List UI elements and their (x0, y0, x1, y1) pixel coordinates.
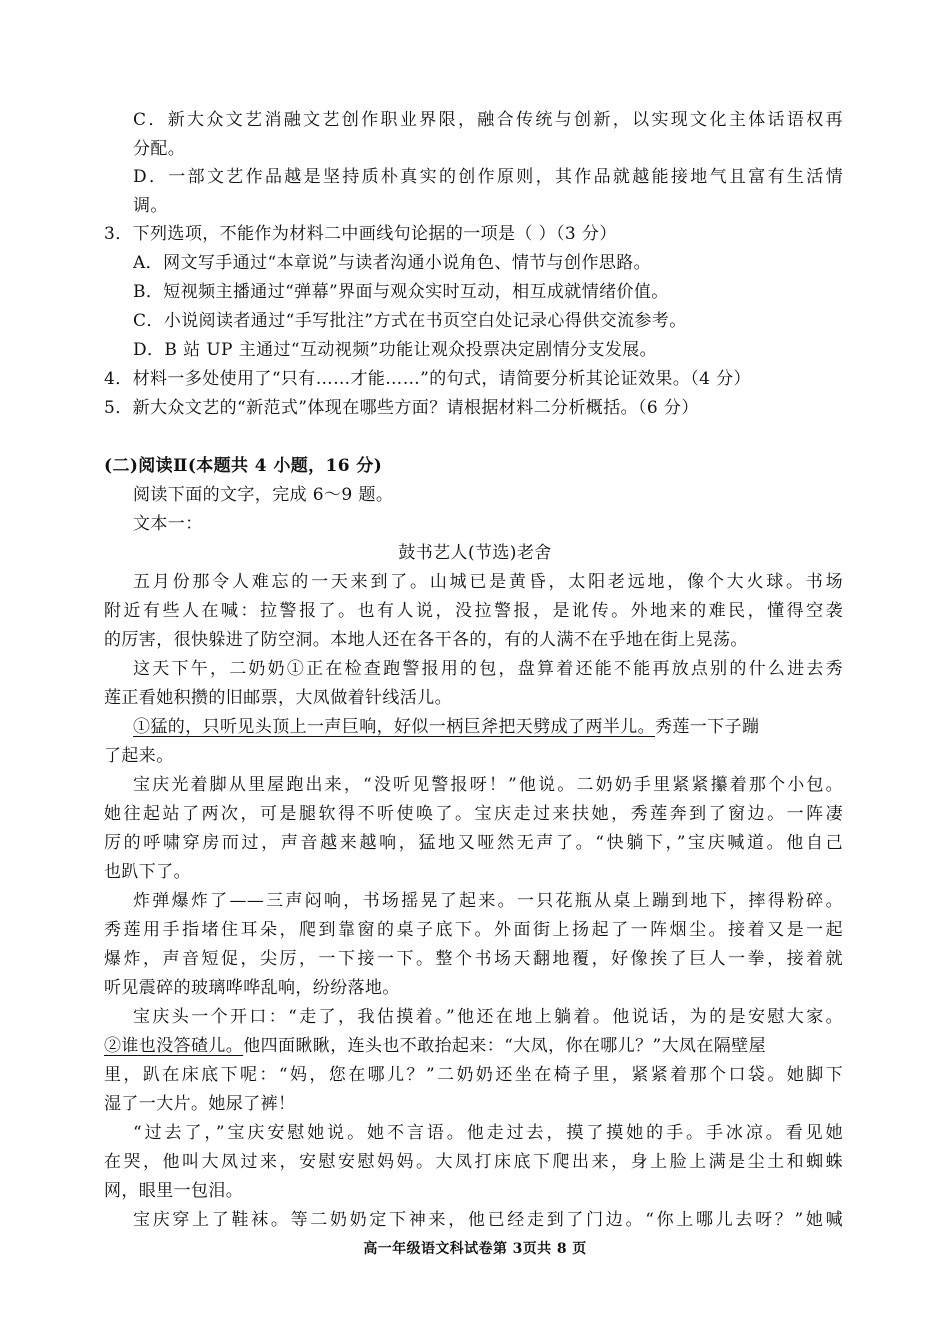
p5-line1: 炸弹爆炸了——三声闷响，书场摇晃了起来。一只花瓶从桌上蹦到地下，摔得粉碎。 (133, 891, 843, 911)
p4-line3: 厉的呼啸穿房而过，声音越来越响，猛地又哑然无声了。“快躺下，”宝庆喊道。他自己 (104, 833, 843, 853)
p4-line1: 宝庆光着脚从里屋跑出来，“没听见警报呀！”他说。二奶奶手里紧紧攥着那个小包。 (133, 775, 843, 795)
p1-line1: 五月份那令人难忘的一天来到了。山城已是黄昏，太阳老远地，像个大火球。书场 (133, 572, 843, 592)
p6-line1: 宝庆头一个开口：“走了，我估摸着。”他还在地上躺着。他说话，为的是安慰大家。 (133, 1007, 843, 1027)
p5-line2: 秀莲用手指堵住耳朵，爬到靠窗的桌子底下。外面街上扬起了一阵烟尘。接着又是一起 (104, 920, 843, 940)
option-2d-continued: 调。 (133, 196, 168, 216)
option-2d: D．一部文艺作品越是坚持质朴真实的创作原则，其作品就越能接地气且富有生活情 (133, 167, 843, 187)
p1-line3: 的厉害，很快躲进了防空洞。本地人还在各干各的，有的人满不在乎地在街上晃荡。 (104, 630, 748, 650)
story-title: 鼓书艺人(节选)老舍 (398, 543, 552, 563)
underlined-sentence-2: ②谁也没答碴儿。 (104, 1036, 244, 1056)
p6-line2 (104, 1033, 843, 1059)
p4-line4: 也趴下了。 (104, 862, 191, 882)
p6-line3: 里，趴在床底下呢：“妈，您在哪儿？”二奶奶还坐在椅子里，紧紧着那个口袋。她脚下 (104, 1065, 843, 1085)
p6-line4: 湿了一大片。她尿了裤！ (104, 1094, 296, 1114)
option-3b: B．短视频主播通过“弹幕”界面与观众实时互动，相互成就情绪价值。 (133, 282, 669, 302)
section-heading: (二)阅读Ⅱ(本题共 4 小题，16 分) (104, 456, 383, 476)
option-2c-continued: 分配。 (133, 139, 186, 159)
question-5: 5．新大众文艺的“新范式”体现在哪些方面？请根据材料二分析概括。（6 分） (104, 398, 699, 418)
question-3: 3．下列选项，不能作为材料二中画线句论据的一项是（ ）（3 分） (104, 224, 617, 244)
p6-line2-rest: 他四面瞅瞅，连头也不敢抬起来：“大凤，你在哪儿？”大凤在隔壁屋 (243, 1036, 766, 1056)
p7-line1: “过去了，”宝庆安慰她说。她不言语。他走过去，摸了摸她的手。手冰凉。看见她 (133, 1123, 843, 1143)
option-3d: D．B 站 UP 主通过“互动视频”功能让观众投票决定剧情分支发展。 (133, 340, 658, 360)
p3-line1 (133, 714, 843, 740)
p2-line2: 莲正看她积攒的旧邮票，大凤做着针线活儿。 (104, 688, 452, 708)
p8-line1: 宝庆穿上了鞋袜。等二奶奶定下神来，他已经走到了门边。“你上哪儿去呀？”她喊 (133, 1210, 843, 1230)
p5-line4: 听见震碎的玻璃哗哗乱响，纷纷落地。 (104, 978, 400, 998)
p7-line2: 在哭，他叫大凤过来，安慰安慰妈妈。大凤打床底下爬出来，身上脸上满是尘土和蜘蛛 (104, 1152, 843, 1172)
option-2c: C．新大众文艺消融文艺创作职业界限，融合传统与创新，以实现文化主体话语权再 (133, 110, 843, 130)
option-3a: A．网文写手通过“本章说”与读者沟通小说角色、情节与创作思路。 (133, 253, 652, 273)
p5-line3: 爆炸，声音短促，尖厉，一下接一下。整个书场天翻地覆，好像挨了巨人一拳，接着就 (104, 949, 843, 969)
p1-line2: 附近有些人在喊：拉警报了。也有人说，没拉警报，是讹传。外地来的难民，懂得空袭 (104, 601, 843, 621)
p3-line2: 了起来。 (104, 746, 174, 766)
p7-line3: 网，眼里一包泪。 (104, 1181, 244, 1201)
p2-line1: 这天下午，二奶奶①正在检查跑警报用的包，盘算着还能不能再放点别的什么进去秀 (133, 659, 843, 679)
p3-line1-rest: 秀莲一下子蹦 (655, 717, 760, 737)
p4-line2: 她往起站了两次，可是腿软得不听使唤了。宝庆走过来扶她，秀莲奔到了窗边。一阵凄 (104, 804, 843, 824)
underlined-sentence-1: ①猛的，只听见头顶上一声巨响，好似一柄巨斧把天劈成了两半儿。 (133, 717, 655, 737)
option-3c: C．小说阅读者通过“手写批注”方式在书页空白处记录心得供交流参考。 (133, 311, 687, 331)
text-label: 文本一： (133, 514, 203, 534)
page-footer: 高一年级语文科试卷第 3页共 8 页 (363, 1241, 587, 1257)
section-instruction: 阅读下面的文字，完成 6～9 题。 (133, 485, 394, 505)
question-4: 4．材料一多处使用了“只有……才能……”的句式，请简要分析其论证效果。（4 分） (104, 369, 751, 389)
